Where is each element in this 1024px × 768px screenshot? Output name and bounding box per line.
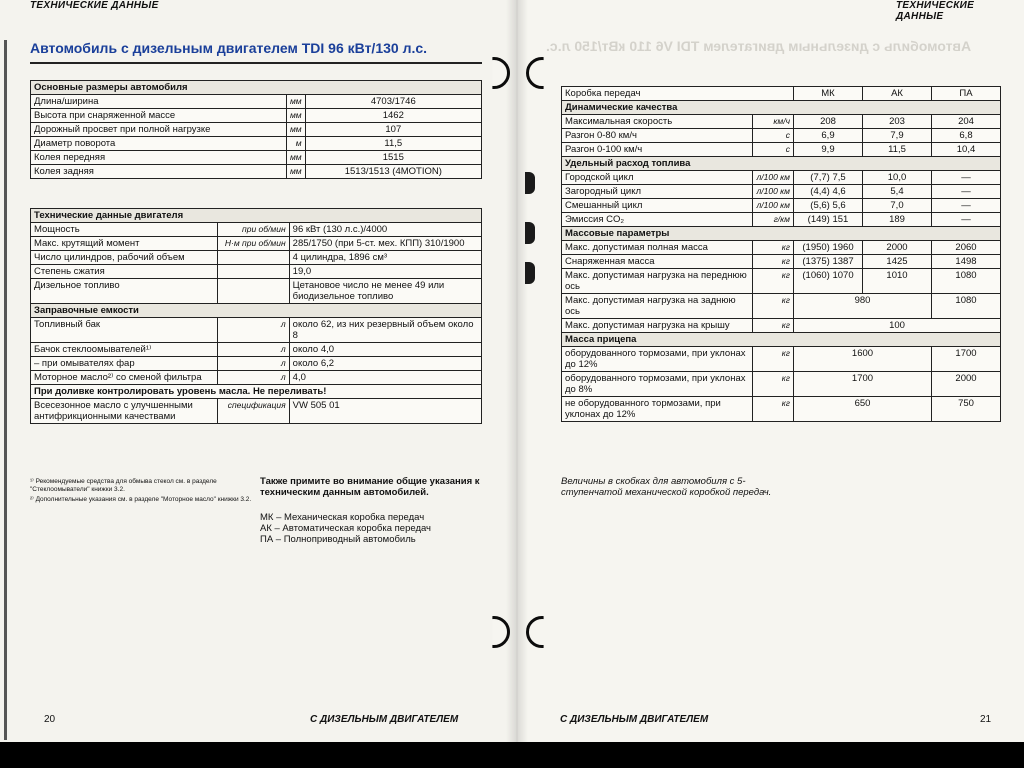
table-row: Максимальная скорость км/ч 208 203 204 [562,115,1001,129]
table-row: Разгон 0-100 км/ч с 9,9 11,5 10,4 [562,143,1001,157]
margin-line [4,40,7,740]
bleed-through-text: Автомобиль с дизельным двигателем TDI V6 110 кВт/150 л.с. [546,38,972,54]
page-number-right: 21 [980,714,992,725]
table-row: Колея передняя мм 1515 [31,151,482,165]
trailer-header: Масса прицепа [562,333,1001,347]
footnote-1: ¹⁾ Рекомендуемые средства для обмыва стекол см. в разделе "Стеклоомыватели" книжки 3.2. [30,478,217,493]
table-row: Мощность при об/мин 96 кВт (130 л.с.)/4000 [31,223,482,237]
table-row: При доливке контролировать уровень масла. Не переливать! [31,385,482,399]
table-row: – при омывателях фар л около 6,2 [31,357,482,371]
engine-header: Технические данные двигателя [31,209,482,223]
capacities-header: Заправочные емкости [31,304,482,318]
table-row: Загородный цикл л/100 км (4,4) 4,6 5,4 — [562,185,1001,199]
binder-ring [526,57,558,89]
fuel-header: Удельный расход топлива [562,157,1001,171]
engine-capacities-table [30,208,482,424]
title-rule [30,62,482,64]
dimensions-table [30,80,482,179]
table-row: Степень сжатия 19,0 [31,265,482,279]
table-row: Эмиссия CO₂ г/км (149) 151 189 — [562,213,1001,227]
running-head-right: ТЕХНИЧЕСКИЕ ДАННЫЕ [896,0,975,22]
mass-header: Массовые параметры [562,227,1001,241]
table-row: Диаметр поворота м 11,5 [31,137,482,151]
table-row: Высота при снаряженной массе мм 1462 [31,109,482,123]
performance-table: Коробка передач МК АК ПА Динамические качества Максимальная скорость км/ч 208 203 204 Разгон 0-80 км/ч с 6,9 7,9 6,8 Разгон 0-100 км/ч с 9,9 11,5 10,4 Удельный расход топлива Городской цикл л/100 км (7,7) 7,5 10,0 — Загородный цикл л/100 км (4,4) 4,6 5,4 — Смешанный цикл л/100 км (5,6) 5,6 7,0 — Эмиссия CO₂ г/км (149) 151 189 — Массовые параметры Макс. допустимая полная масса кг (1950) 1960 2000 2060 Снаряженная масса кг (1375) 1387 1425 1498 Макс. допустимая нагрузка на переднюю ось кг (1060) 1070 1010 1080 Макс. допустимая нагрузка на заднюю ось кг 980 1080 Макс. допустимая нагрузка на крышу кг 100 Масса прицепа оборудованного тормозами, при уклонах до 12% кг 1600 1700 оборудованного тормозами, при уклонах до 8% кг 1700 2000 не оборудованного тормозами, при уклонах до 12% кг 650 750 [561,86,1001,422]
table-row: Макс. допустимая полная масса кг (1950) 1960 2000 2060 [562,241,1001,255]
brackets-note: Величины в скобках для автомобиля с 5-ступенчатой механической коробкой передач. [561,476,772,498]
table-row: Всесезонное масло с улучшенными антифрикционными качествами спецификация VW 505 01 [31,399,482,424]
table-row: Дорожный просвет при полной нагрузке мм 107 [31,123,482,137]
page-number-left: 20 [44,714,56,725]
dynamics-header: Динамические качества [562,101,1001,115]
table-row: не оборудованного тормозами, при уклонах до 12% кг 650 750 [562,397,1001,422]
page-title: Автомобиль с дизельным двигателем TDI 96 кВт/130 л.с. [30,40,428,56]
table-row: оборудованного тормозами, при уклонах до 8% кг 1700 2000 [562,372,1001,397]
table-row: Смешанный цикл л/100 км (5,6) 5,6 7,0 — [562,199,1001,213]
table-row: Моторное масло²⁾ со сменой фильтра л 4,0 [31,371,482,385]
table-row: Макс. допустимая нагрузка на заднюю ось кг 980 1080 [562,294,1001,319]
general-note: Также примите во внимание общие указания к техническим данным автомобилей. [260,476,480,498]
table-row: Разгон 0-80 км/ч с 6,9 7,9 6,8 [562,129,1001,143]
right-page [516,0,1024,742]
footer-right: С ДИЗЕЛЬНЫМ ДВИГАТЕЛЕМ [560,714,709,725]
table-row: Длина/ширина мм 4703/1746 [31,95,482,109]
running-head-left: ТЕХНИЧЕСКИЕ ДАННЫЕ [30,0,159,11]
book-gutter [506,0,528,742]
table-row: оборудованного тормозами, при уклонах до 12% кг 1600 1700 [562,347,1001,372]
binder-ring [526,616,558,648]
table-row: Макс. крутящий момент Н·м при об/мин 285/1750 (при 5-ст. мех. КПП) 310/1900 [31,237,482,251]
table-row: Городской цикл л/100 км (7,7) 7,5 10,0 — [562,171,1001,185]
footer-left: С ДИЗЕЛЬНЫМ ДВИГАТЕЛЕМ [310,714,459,725]
table-row: Макс. допустимая нагрузка на крышу кг 100 [562,319,1001,333]
table-row: Снаряженная масса кг (1375) 1387 1425 1498 [562,255,1001,269]
table-row: Дизельное топливо Цетановое число не менее 49 или биодизельное топливо [31,279,482,304]
left-page [0,0,516,742]
footnote-2: ²⁾ Дополнительные указания см. в разделе "Моторное масло" книжки 3.2. [30,496,252,503]
table-row: Число цилиндров, рабочий объем 4 цилиндра, 1896 см³ [31,251,482,265]
abbrev-legend: МК – Механическая коробка передач АК – Автоматическая коробка передач ПА – Полноприводный автомобиль [260,512,432,545]
dims-header: Основные размеры автомобиля [31,81,482,95]
table-row: Топливный бак л около 62, из них резервный объем около 8 [31,318,482,343]
table-row: Макс. допустимая нагрузка на переднюю ось кг (1060) 1070 1010 1080 [562,269,1001,294]
table-row: Колея задняя мм 1513/1513 (4MOTION) [31,165,482,179]
table-row: Бачок стеклоомывателей¹⁾ л около 4,0 [31,343,482,357]
